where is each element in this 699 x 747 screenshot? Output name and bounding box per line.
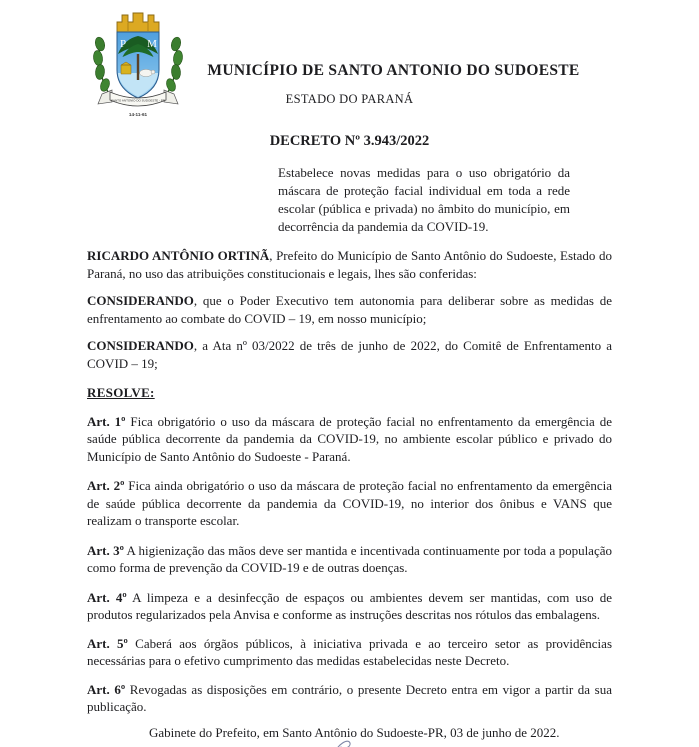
mural-crown (117, 13, 159, 32)
municipal-coat-of-arms-icon (88, 10, 188, 118)
resolve-heading (87, 384, 612, 402)
article-2-text: Fica ainda obrigatório o uso da máscara de proteção facial no enfrentamento da emergência de saúde pública decorrente da pandemia da COVID-19, no interior dos ônibus e VANS que realizam o transporte escolar. (87, 478, 612, 528)
tree-trunk (137, 54, 139, 80)
signature-stroke (328, 736, 368, 747)
article-6 (87, 681, 612, 716)
considerando-2-text: , a Ata nº 03/2022 de três de junho de 2022, do Comitê de Enfrentamento a COVID – 19; (87, 338, 612, 371)
article-6-number: Art. 6º (87, 681, 126, 697)
shield-letter-right: M (147, 38, 157, 50)
article-1-text: Fica obrigatório o uso da máscara de proteção facial no enfrentamento da emergência de saúde pública decorrente da pandemia da COVID-19, no ambiente escolar público e privado do Município de Santo Antônio do Sudoeste - Paraná. (87, 413, 612, 464)
document-body (87, 133, 612, 741)
considerando-2-label: CONSIDERANDO (87, 338, 194, 353)
state-subtitle: ESTADO DO PARANÁ (285, 92, 414, 106)
ribbon-text: SANTO ANTONIO DO SUDOESTE - PR (110, 98, 166, 103)
article-3-text: A higienização das mãos deve ser mantida e incentivada continuamente por toda a população como forma de prevenção da COVID-19 e de outras doenças. (87, 542, 612, 575)
municipality-title: MUNICÍPIO DE SANTO ANTONIO DO SUDOESTE (207, 62, 580, 79)
article-4-text: A limpeza e a desinfecção de espaços ou ambientes devem ser mantidas, com uso de produtos regularizados pela Anvisa e conforme as instruções descritas nos rótulos das embalagens. (87, 589, 612, 622)
decree-title: DECRETO Nº 3.943/2022 (269, 133, 430, 149)
article-3-number: Art. 3º (87, 542, 124, 558)
resolve-label: RESOLVE: (87, 385, 155, 400)
article-2-number: Art. 2º (87, 478, 125, 493)
considerando-2-paragraph (87, 337, 612, 372)
closing-line: Gabinete do Prefeito, em Santo Antônio do Sudoeste-PR, 03 de junho de 2022. (149, 724, 560, 740)
article-3 (87, 542, 612, 577)
article-6-text: Revogadas as disposições em contrário, o presente Decreto entra em vigor a partir da sua publicação. (87, 681, 613, 714)
preamble-mayor-paragraph (87, 247, 612, 282)
article-4-number: Art. 4º (87, 589, 127, 605)
shield-letter-left: P (119, 38, 127, 50)
considerando-1-label: CONSIDERANDO (87, 293, 194, 308)
founding-date: 14-11-61 (128, 112, 148, 117)
article-1-number: Art. 1º (87, 413, 126, 429)
article-5 (87, 635, 612, 670)
article-4 (87, 589, 612, 624)
article-1 (87, 413, 612, 466)
preamble-mayor-text: , Prefeito do Município de Santo Antônio do Sudoeste, Estado do Paraná, no uso das atribuições constitucionais e legais, lhes são conferidas: (87, 248, 612, 281)
mayor-name: RICARDO ANTÔNIO ORTINÃ (87, 248, 270, 263)
considerando-1-paragraph (87, 292, 612, 327)
article-5-text: Caberá aos órgãos públicos, à iniciativa privada e ao terceiro setor as providências necessárias para o efetivo cumprimento das medidas estabelecidas neste Decreto. (87, 635, 612, 668)
article-2 (87, 477, 612, 530)
laurel-branch-right (165, 36, 184, 92)
article-5-number: Art. 5º (87, 635, 128, 651)
decree-summary: Estabelece novas medidas para o uso obrigatório da máscara de proteção facial individual em toda a rede escolar (pública e privada) no âmbito do município, em decorrência da pandemia da COVID-19. (278, 165, 570, 234)
laurel-branch-left (92, 36, 111, 92)
considerando-1-text: , que o Poder Executivo tem autonomia para deliberar sobre as medidas de enfrentamento ao combate do COVID – 19, em nosso município; (87, 293, 612, 326)
